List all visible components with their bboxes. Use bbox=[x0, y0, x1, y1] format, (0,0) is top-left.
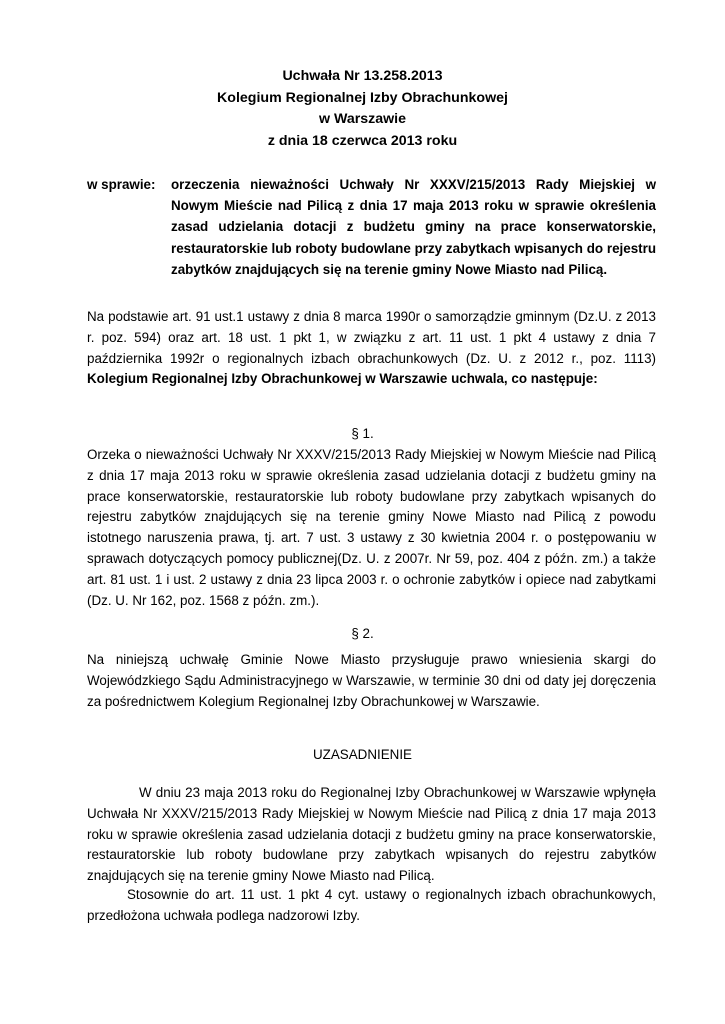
subject-label: w sprawie: bbox=[87, 177, 156, 192]
section-1-mark: § 1. bbox=[351, 426, 374, 441]
resolution-header bbox=[0, 66, 725, 152]
issuing-body: Kolegium Regionalnej Izby Obrachunkowej bbox=[217, 89, 508, 106]
justification-heading: UZASADNIENIE bbox=[313, 747, 412, 762]
legal-basis-text: Na podstawie art. 91 ust.1 ustawy z dnia 8 marca 1990r o samorządzie gminnym (Dz.U. z 2013 r. poz. 594) oraz art. 18 ust. 1 pkt 1, w związku z art. 11 ust. 1 pkt 4 ustawy z dnia 7 października 1992r o regionalnych izbach obrachunkowych (Dz. U. z 2012 r., poz. 1113) bbox=[87, 309, 656, 366]
justification-paragraph-1: W dniu 23 maja 2013 roku do Regionalnej Izby Obrachunkowej w Warszawie wpłynęła Uchwała Nr XXXV/215/2013 Rady Miejskiej w Nowym Mieście nad Pilicą z dnia 17 maja 2013 roku w sprawie określenia zasad udzielania dotacji z budżetu gminy na prace konserwatorskie, restauratorskie lub roboty budowlane przy zabytkach wpisanych do rejestru zabytków znajdujących się na terenie gminy Nowe Miasto nad Pilicą. bbox=[87, 785, 656, 884]
section-2-mark: § 2. bbox=[351, 626, 374, 641]
legal-basis-decision: Kolegium Regionalnej Izby Obrachunkowej w Warszawie uchwala, co następuje: bbox=[87, 371, 598, 387]
section-1-text: Orzeka o nieważności Uchwały Nr XXXV/215/2013 Rady Miejskiej w Nowym Mieście nad Pilicą z dnia 17 maja 2013 roku w sprawie określenia zasad udzielania dotacji z budżetu gminy na prace konserwatorskie, restauratorskie lub roboty budowlane przy zabytkach wpisanych do rejestru zabytków znajdujących się na terenie gminy Nowe Miasto nad Pilicą z powodu istotnego naruszenia prawa, tj. art. 7 ust. 3 ustawy z 30 kwietnia 2004 r. o postępowaniu w sprawach dotyczących pomocy publicznej(Dz. U. z 2007r. Nr 59, poz. 404 z późn. zm.) a także art. 81 ust. 1 i ust. 2 ustawy z dnia 23 lipca 2003 r. o ochronie zabytków i opiece nad zabytkami (Dz. U. Nr 162, poz. 1568 z późn. zm.). bbox=[87, 447, 656, 608]
justification-paragraph-2: Stosownie do art. 11 ust. 1 pkt 4 cyt. ustawy o regionalnych izbach obrachunkowych, przedłożona uchwała podlega nadzorowi Izby. bbox=[87, 887, 656, 923]
subject-text: orzeczenia nieważności Uchwały Nr XXXV/215/2013 Rady Miejskiej w Nowym Mieście nad Pilicą z dnia 17 maja 2013 roku w sprawie określenia zasad udzielania dotacji z budżetu gminy na prace konserwatorskie, restauratorskie lub roboty budowlane przy zabytkach wpisanych do rejestru zabytków znajdujących się na terenie gminy Nowe Miasto nad Pilicą. bbox=[171, 177, 656, 277]
resolution-number: Uchwała Nr 13.258.2013 bbox=[282, 68, 443, 84]
legal-basis-paragraph bbox=[87, 307, 656, 390]
issuing-location: w Warszawie bbox=[319, 111, 406, 127]
resolution-subject bbox=[87, 174, 656, 280]
resolution-date: z dnia 18 czerwca 2013 roku bbox=[267, 132, 458, 149]
section-2-text: Na niniejszą uchwałę Gminie Nowe Miasto przysługuje prawo wniesienia skargi do Wojewódzkiego Sądu Administracyjnego w Warszawie, w terminie 30 dni od daty jej doręczenia za pośrednictwem Kolegium Regionalnej Izby Obrachunkowej w Warszawie. bbox=[87, 652, 656, 709]
